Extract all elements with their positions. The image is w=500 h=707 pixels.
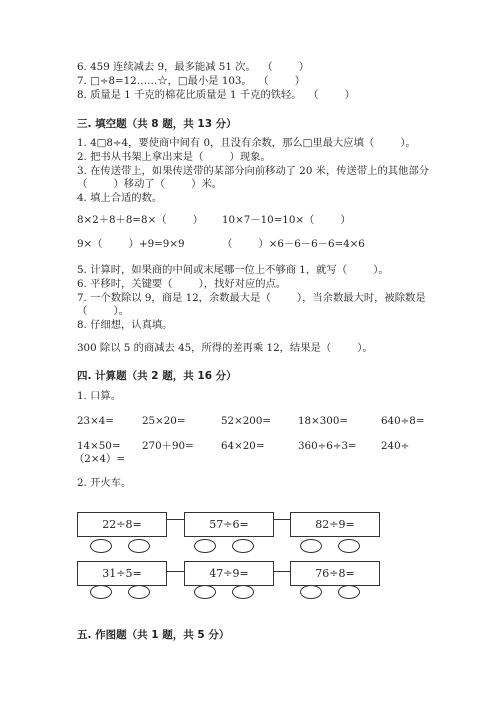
wheel-icon [90,539,112,553]
fill-question-2: 2. 把书从书架上拿出来是（ ）现象。 [77,151,271,163]
equation-2: 10×7－10=10×（ ） [222,214,351,226]
oral-item: 360÷6÷3= [298,440,357,452]
section4-heading: 四. 计算题（共 2 题，共 16 分） [77,370,237,382]
fill-question-7: 7. 一个数除以 9，商是 12，余数最大是（ ），当余数最大时，被除数是 [77,292,426,304]
fill-question-6: 6. 平移时，关键要（ ），找好对应的点。 [77,278,287,290]
train-connector [274,571,290,572]
train-car [184,512,274,537]
train-connector [274,519,290,520]
fill-question-8: 8. 仔细想，认真填。 [77,319,173,331]
equation-4: （ ）×6－6－6－6=4×6 [222,238,365,250]
oral-item: 52×200= [221,415,272,427]
fill-question-3-cont: （ ）移动了（ ）米。 [77,178,223,190]
wheel-icon [90,585,112,599]
oral-item: 23×4= [77,415,114,427]
train-car [290,512,380,537]
wheel-icon [338,585,360,599]
oral-item: 240÷ [381,440,410,452]
wheel-icon [300,585,322,599]
wheel-icon [194,585,216,599]
judgement-item-7: 7. □÷8=12……☆，□最小是 103。 （ ） [77,75,306,87]
train-car-label: 57÷6= [209,518,249,531]
oral-item: 270＋90= [142,440,194,452]
fill-question-5: 5. 计算时，如果商的中间或末尾哪一位上不够商 1，就写（ ）。 [77,264,389,276]
wheel-icon [338,539,360,553]
train-car-label: 47÷9= [209,567,249,580]
wheel-icon [128,539,150,553]
wheel-icon [194,539,216,553]
oral-item: 14×50= [77,440,121,452]
wheel-icon [128,585,150,599]
train-connector [167,571,184,572]
fill-question-4: 4. 填上合适的数。 [77,192,163,204]
judgement-item-8: 8. 质量是 1 千克的棉花比质量是 1 千克的铁轻。 （ ） [77,89,355,101]
oral-item: 25×20= [142,415,186,427]
oral-item: 640÷8= [381,415,425,427]
calc-question-1: 1. 口算。 [77,390,121,402]
fill-question-1: 1. 4□8÷4，要使商中间有 0，且没有余数，那么□里最大应填（ ）。 [77,137,416,149]
train-car-label: 31÷5= [102,567,142,580]
train-car [77,561,167,586]
oral-item-wrap: （2×4）= [74,453,125,465]
wheel-icon [300,539,322,553]
fill-question-8-text: 300 除以 5 的商减去 45，所得的差再乘 12，结果是（ ）。 [77,342,373,354]
equation-3: 9×（ ）+9=9×9 [77,238,185,250]
oral-item: 64×20= [221,440,265,452]
fill-question-7-cont: （ ）。 [77,305,129,317]
wheel-icon [232,539,254,553]
train-car [290,561,380,586]
equation-1: 8×2＋8＋8=8×（ ） [77,214,204,226]
calc-question-2: 2. 开火车。 [77,477,132,489]
judgement-item-6: 6. 459 连续减去 9，最多能减 51 次。 （ ） [77,61,310,73]
train-car [77,512,167,537]
section3-heading: 三. 填空题（共 8 题，共 13 分） [77,118,237,130]
train-car-label: 22÷8= [102,518,142,531]
train-car-label: 76÷8= [315,567,355,580]
wheel-icon [232,585,254,599]
train-connector [167,519,184,520]
oral-item: 18×300= [298,415,349,427]
section5-heading: 五. 作图题（共 1 题，共 5 分） [77,629,230,641]
train-car-label: 82÷9= [315,518,355,531]
fill-question-3: 3. 在传送带上，如果传送带的某部分向前移动了 20 米，传送带上的其他部分 [77,165,429,177]
train-car [184,561,274,586]
